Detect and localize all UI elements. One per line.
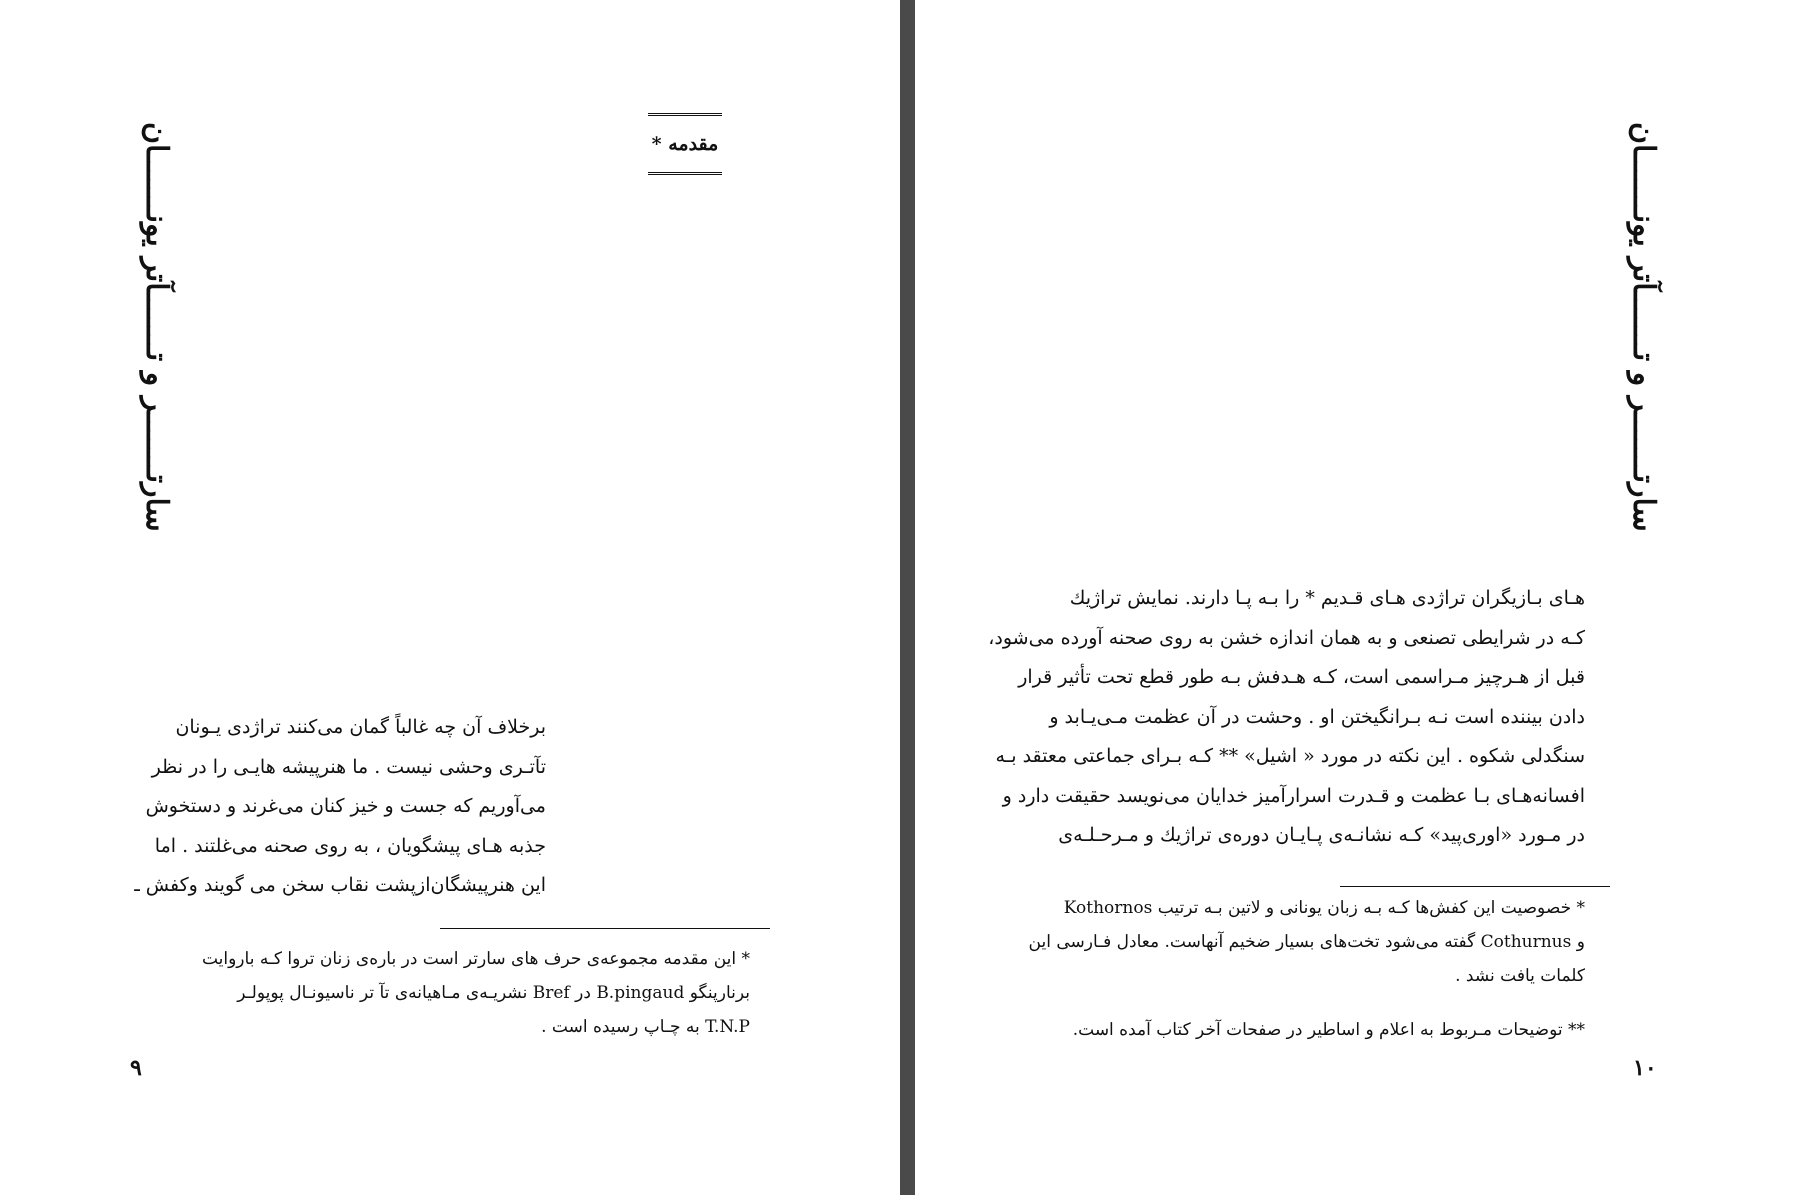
footnote-line: برنارپنگو B.pingaud در Bref نشریـه‌ی مـاهیانه‌ی تآ تر ناسیونـال پوپولـر xyxy=(237,983,750,1003)
running-head: سارتـــــــر و تـــــــآتر یونـــــــان xyxy=(1626,122,1661,532)
body-line: برخلاف آن چه غالباً گمان می‌کنند تراژدی یـونان xyxy=(175,716,546,738)
body-line: جذبه هـای پیشگویان ، به روی صحنه می‌غلتند . اما xyxy=(154,834,546,857)
body-line: تآتـری وحشی نیست . ما هنرپیشه هایـی را در نظر xyxy=(151,755,546,778)
footnote-line: T.N.P به چـاپ رسیده است . xyxy=(541,1017,750,1037)
body-line: این هنرپیشگان‌ازپشت نقاب سخن می گویند و‌کفش ـ xyxy=(134,874,546,896)
right-page xyxy=(915,0,1816,1195)
footnote-line: * این مقدمه مجموعه‌ی حرف های سارتر است در باره‌ی زنان تروا کـه باروایت xyxy=(201,949,750,969)
footnote-line: و Cothurnus گفته می‌شود تخت‌های بسیار ضخیم آنهاست. معادل فـارسی این xyxy=(1028,932,1585,952)
body-line: افسانه‌هـای بـا عظمت و قـدرت اسرارآمیز خدایان می‌نویسد حقیقت دارد و xyxy=(1002,784,1585,807)
body-line: دادن بیننده است نـه بـرانگیختن او . وحشت در آن عظمت مـی‌یـابد و xyxy=(1049,705,1585,728)
footnote-divider xyxy=(1340,886,1610,887)
page-number: ۱۰ xyxy=(1633,1055,1657,1081)
running-head: سارتـــــــر و تـــــــآتر یونـــــــان xyxy=(139,122,174,532)
body-line: کـه در شرایطی تصنعی و به همان اندازه خشن به روی صحنه آورده می‌شود، xyxy=(988,626,1585,649)
footnote xyxy=(1065,1013,1585,1047)
footnote xyxy=(126,942,750,1044)
footnote xyxy=(1028,891,1585,993)
body-line: قبل از هـرچیز مـراسمی است، کـه هـدفش بـه طور قطع تحت تأثیر قرار xyxy=(1018,666,1585,688)
book-spine xyxy=(900,0,915,1195)
page-number: ۹ xyxy=(130,1055,142,1081)
body-line: در مـورد «اوری‌پید» کـه نشانـه‌ی پـایـان دوره‌ی تراژیك و مـرحـلـه‌ی xyxy=(1058,824,1585,846)
footnote-line: کلمات یافت نشد . xyxy=(1455,966,1585,986)
footnote-line: ** توضیحات مـربوط به اعلام و اساطیر در صفحات آخر کتاب آمده است. xyxy=(1072,1020,1585,1040)
body-line: هـای بـازیگران تراژدی هـای قـدیم * را بـه پـا دارند. نمایش تراژیك xyxy=(1069,587,1585,609)
footnote-line: * خصوصیت این کفش‌ها کـه بـه زبان یونانی و لاتین بـه ترتیب Kothornos xyxy=(1063,898,1585,918)
body-text xyxy=(126,708,546,906)
footnote-divider xyxy=(440,928,770,929)
body-text xyxy=(988,579,1585,856)
left-page xyxy=(0,0,900,1195)
body-line: می‌آوریم که جست و خیز کنان می‌غرند و دستخوش xyxy=(145,795,546,817)
body-line: سنگدلی شکوه . این نکته در مورد « اشیل» ** کـه بـرای جماعتی معتقد بـه xyxy=(995,745,1585,767)
section-title: مقدمه * xyxy=(648,113,722,175)
